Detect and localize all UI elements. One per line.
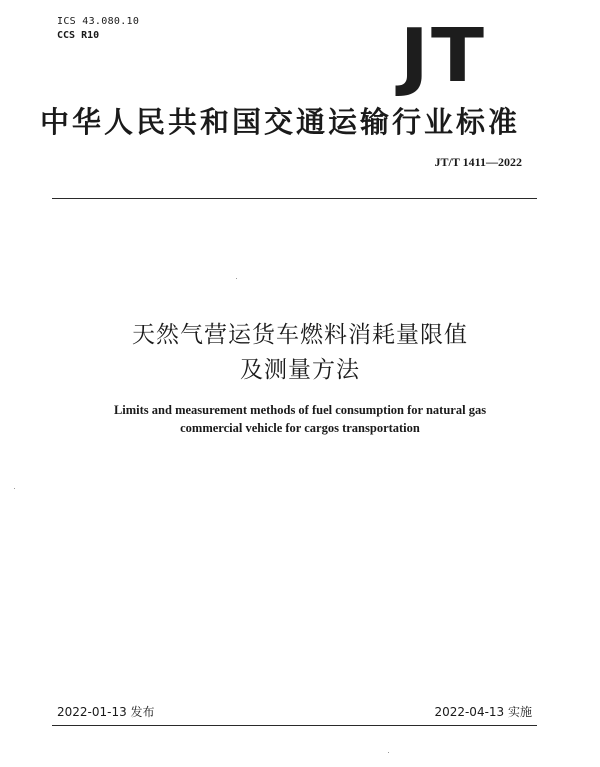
title-en-line1: Limits and measurement methods of fuel consumption for natural gas [113, 403, 487, 417]
standard-code: JT/T 1411—2022 [434, 155, 522, 169]
standard-category: 中华人民共和国交通运输行业标准 [40, 105, 521, 139]
top-divider [52, 198, 537, 199]
scan-speck [388, 752, 389, 753]
scan-speck [236, 278, 237, 279]
title-en-line2: commercial vehicle for cargos transportation [180, 421, 420, 435]
ccs-code: CCS R10 [57, 30, 100, 41]
bottom-divider [52, 725, 537, 726]
publish-date: 2022-01-13 发布 [57, 705, 155, 719]
implement-date: 2022-04-13 实施 [434, 705, 532, 719]
ics-code: ICS 43.080.10 [57, 16, 140, 27]
jt-logo: JT [399, 13, 487, 99]
title-zh-line1: 天然气营运货车燃料消耗量限值 [132, 322, 468, 348]
scan-speck [14, 488, 15, 489]
title-zh-line2: 及测量方法 [240, 357, 360, 383]
